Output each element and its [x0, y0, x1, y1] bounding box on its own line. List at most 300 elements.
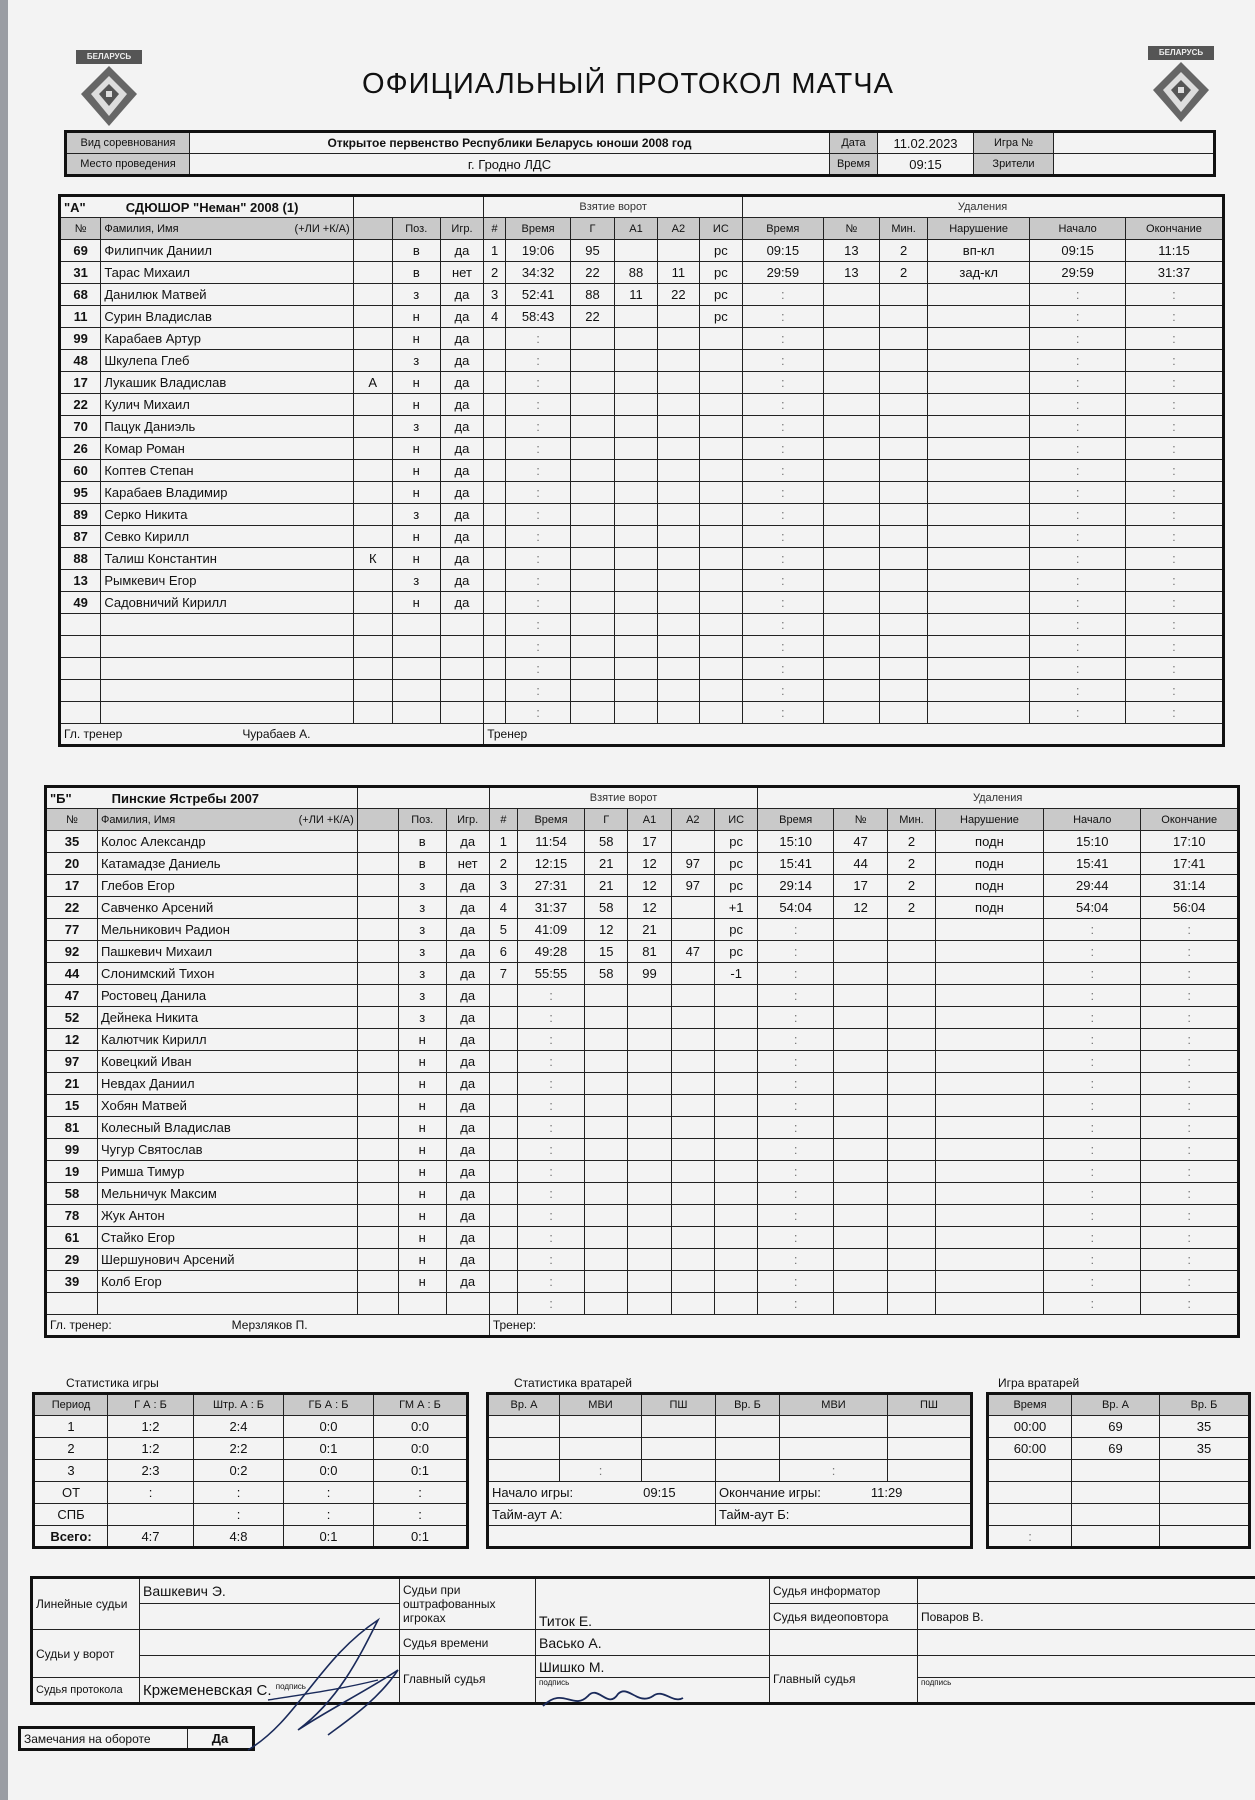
player-number: 21: [46, 1073, 98, 1095]
referee2-label: Главный судья: [770, 1656, 918, 1704]
player-mark: [353, 504, 392, 526]
stats-cell: :: [108, 1482, 194, 1504]
goal-is: рс: [714, 875, 757, 897]
video-judge-label: Судья видеоповтора: [770, 1604, 918, 1630]
table-row: 21 Невдах Даниил н да : : : :: [46, 1073, 1239, 1095]
table-row: : : : :: [60, 702, 1224, 724]
player-number: 39: [46, 1271, 98, 1293]
player-pos: н: [392, 460, 440, 482]
stats-cell: :: [194, 1504, 284, 1526]
player-played: да: [440, 526, 484, 548]
player-mark: [357, 831, 398, 853]
player-name: Рымкевич Егор: [101, 570, 353, 592]
player-mark: [353, 416, 392, 438]
penalty-inf: подн: [935, 853, 1043, 875]
coach-label: Гл. тренер: [64, 727, 123, 741]
goal-n: 2: [489, 853, 517, 875]
table-row: [46, 897, 1239, 919]
stats-cell: 0:0: [284, 1460, 374, 1482]
player-mark: [357, 1161, 398, 1183]
table-row: [34, 1504, 468, 1526]
player-mark: [353, 570, 392, 592]
penalties-title: Удаления: [758, 787, 1239, 809]
goal-a2: [671, 919, 714, 941]
player-name: Стайко Егор: [97, 1227, 357, 1249]
goal-n: 1: [489, 831, 517, 853]
player-name: Мельникович Радион: [97, 919, 357, 941]
venue-value: г. Гродно ЛДС: [190, 154, 830, 176]
linesmen-value: Вашкевич Э.: [140, 1578, 400, 1604]
goalie-stats-col: ПШ: [642, 1394, 716, 1416]
goal-col: Г: [571, 218, 615, 240]
scorer-label: Судья протокола: [32, 1678, 140, 1704]
table-row: 78 Жук Антон н да : : : :: [46, 1205, 1239, 1227]
player-number: 13: [60, 570, 101, 592]
goal-g: 21: [585, 875, 628, 897]
player-played: да: [440, 460, 484, 482]
player-played: да: [440, 240, 484, 262]
player-pos: з: [392, 504, 440, 526]
table-row: 97 Ковецкий Иван н да : : : :: [46, 1051, 1239, 1073]
player-pos: в: [392, 262, 440, 284]
player-mark: А: [353, 372, 392, 394]
stats-cell: :: [284, 1504, 374, 1526]
player-number: 49: [60, 592, 101, 614]
player-name: Мельничук Максим: [97, 1183, 357, 1205]
penalty-min: 2: [888, 853, 936, 875]
table-row: 39 Колб Егор н да : : : :: [46, 1271, 1239, 1293]
belarus-emblem-right: БЕЛАРУСЬ: [1148, 46, 1214, 126]
competition-label: Вид соревнования: [66, 132, 190, 154]
col-pos: Поз.: [398, 809, 446, 831]
goalie-stats-table: Вр. А МВИ ПШ Вр. Б МВИ ПШ : : Начало игры: 09:15 Окончание игры: 11:29 Тайм-аут А: Тайм-аут Б:: [486, 1392, 973, 1549]
player-mark: [353, 460, 392, 482]
player-mark: [357, 1227, 398, 1249]
table-row: 92 Пашкевич Михаил з да 6 49:28 15 81 47 рс : : :: [46, 941, 1239, 963]
table-row: [988, 1438, 1250, 1460]
player-number: 12: [46, 1029, 98, 1051]
venue-label: Место проведения: [66, 154, 190, 176]
player-played: да: [446, 1007, 489, 1029]
goal-is: рс: [699, 284, 743, 306]
player-pos: в: [392, 240, 440, 262]
page-title: ОФИЦИАЛЬНЫЙ ПРОТОКОЛ МАТЧА: [362, 68, 894, 100]
goal-time: 34:32: [505, 262, 570, 284]
goal-a2: [671, 831, 714, 853]
goal-a1: [614, 306, 658, 328]
penalty-start: 29:59: [1030, 262, 1126, 284]
goal-g: 22: [571, 306, 615, 328]
player-mark: [357, 1271, 398, 1293]
table-row: 44 Слонимский Тихон з да 7 55:55 58 99 -1 : : :: [46, 963, 1239, 985]
penalty-time: 29:59: [743, 262, 823, 284]
player-number: 88: [60, 548, 101, 570]
player-mark: [353, 394, 392, 416]
player-number: 17: [60, 372, 101, 394]
player-number: 89: [60, 504, 101, 526]
stats-col: Г А : Б: [108, 1394, 194, 1416]
goal-is: рс: [699, 262, 743, 284]
player-mark: [353, 438, 392, 460]
player-number: 22: [46, 897, 98, 919]
player-name: Комар Роман: [101, 438, 353, 460]
goal-a2: 97: [671, 853, 714, 875]
table-row: 47 Ростовец Данила з да : : : :: [46, 985, 1239, 1007]
player-mark: [353, 482, 392, 504]
player-pos: н: [398, 1205, 446, 1227]
player-number: 97: [46, 1051, 98, 1073]
goal-a1: 21: [628, 919, 671, 941]
player-name: Шкулепа Глеб: [101, 350, 353, 372]
stats-cell: СПБ: [34, 1504, 108, 1526]
table-row: 13 Рымкевич Егор з да : : : :: [60, 570, 1224, 592]
goal-time: 41:09: [517, 919, 584, 941]
player-number: 52: [46, 1007, 98, 1029]
table-row: 58 Мельничук Максим н да : : : :: [46, 1183, 1239, 1205]
table-row: [46, 831, 1239, 853]
table-row: 81 Колесный Владислав н да : : : :: [46, 1117, 1239, 1139]
goalie-game-title: Игра вратарей: [998, 1376, 1080, 1390]
goal-is: рс: [714, 853, 757, 875]
player-number: 20: [46, 853, 98, 875]
player-number: 58: [46, 1183, 98, 1205]
player-played: да: [446, 831, 489, 853]
penalty-start: 15:10: [1044, 831, 1141, 853]
player-name: Талиш Константин: [101, 548, 353, 570]
stats-cell: 1:2: [108, 1416, 194, 1438]
col-pos: Поз.: [392, 218, 440, 240]
goal-g: 88: [571, 284, 615, 306]
table-row: 49 Садовничий Кирилл н да : : : :: [60, 592, 1224, 614]
goal-a1: 81: [628, 941, 671, 963]
player-name: Карабаев Владимир: [101, 482, 353, 504]
penalty-end: 31:37: [1125, 262, 1223, 284]
table-row: : : : :: [46, 1293, 1239, 1315]
stats-col: ГБ А : Б: [284, 1394, 374, 1416]
goalie-game-col: Вр. Б: [1160, 1394, 1250, 1416]
stats-cell: 1:2: [108, 1438, 194, 1460]
player-pos: н: [398, 1227, 446, 1249]
col-number: №: [46, 809, 98, 831]
stats-cell: :: [374, 1504, 468, 1526]
player-mark: [357, 963, 398, 985]
player-number: 69: [60, 240, 101, 262]
penalty-time: 15:10: [758, 831, 834, 853]
penalty-no: 44: [834, 853, 888, 875]
player-played: да: [440, 548, 484, 570]
goal-a2: 97: [671, 875, 714, 897]
player-name: Колесный Владислав: [97, 1117, 357, 1139]
table-row: 95 Карабаев Владимир н да : : : :: [60, 482, 1224, 504]
stats-cell: 0:0: [374, 1438, 468, 1460]
team-a-table: [58, 194, 1225, 747]
referee-label: Главный судья: [400, 1656, 536, 1704]
goal-a1: 12: [628, 897, 671, 919]
penalty-end: 56:04: [1141, 897, 1239, 919]
table-row: 52 Дейнека Никита з да : : : :: [46, 1007, 1239, 1029]
col-mark: (+ЛИ +К/А): [294, 222, 350, 235]
goalie-game-cell: 69: [1072, 1416, 1160, 1438]
player-number: 68: [60, 284, 101, 306]
player-played: да: [446, 875, 489, 897]
trainer-label: Тренер:: [489, 1315, 1238, 1337]
table-row: 26 Комар Роман н да : : : :: [60, 438, 1224, 460]
stats-cell: :: [284, 1482, 374, 1504]
penalty-start: 09:15: [1030, 240, 1126, 262]
penalty-col: Время: [743, 218, 823, 240]
player-number: 26: [60, 438, 101, 460]
player-pos: з: [392, 284, 440, 306]
stats-cell: ОТ: [34, 1482, 108, 1504]
player-name: Хобян Матвей: [97, 1095, 357, 1117]
stats-cell: 2: [34, 1438, 108, 1460]
goalie-game-cell: 69: [1072, 1438, 1160, 1460]
stats-total: 0:1: [374, 1526, 468, 1548]
table-row: 61 Стайко Егор н да : : : :: [46, 1227, 1239, 1249]
stats-total: 0:1: [284, 1526, 374, 1548]
player-pos: з: [392, 350, 440, 372]
penalty-col: Окончание: [1141, 809, 1239, 831]
stats-col: Период: [34, 1394, 108, 1416]
player-played: да: [446, 1095, 489, 1117]
player-played: да: [446, 985, 489, 1007]
player-number: 61: [46, 1227, 98, 1249]
goal-a1: 12: [628, 875, 671, 897]
player-mark: [357, 1205, 398, 1227]
player-pos: з: [398, 919, 446, 941]
player-mark: [357, 853, 398, 875]
player-pos: з: [398, 897, 446, 919]
player-played: да: [440, 482, 484, 504]
player-pos: н: [392, 394, 440, 416]
goal-n: 4: [484, 306, 506, 328]
goal-time: 31:37: [517, 897, 584, 919]
player-played: да: [446, 1117, 489, 1139]
penalty-inf: подн: [935, 875, 1043, 897]
penalty-col: Мин.: [888, 809, 936, 831]
team-b-table: [44, 785, 1240, 1338]
goal-is: +1: [714, 897, 757, 919]
player-name: Пацук Даниэль: [101, 416, 353, 438]
goal-a2: [658, 240, 699, 262]
goal-col: Время: [505, 218, 570, 240]
player-mark: [357, 941, 398, 963]
referee-sign-label: подпись: [536, 1678, 770, 1704]
player-played: да: [446, 941, 489, 963]
penalty-no: 47: [834, 831, 888, 853]
penalty-col: №: [823, 218, 880, 240]
goal-a2: 22: [658, 284, 699, 306]
player-pos: з: [392, 416, 440, 438]
table-row: [34, 1460, 468, 1482]
goal-a1: 12: [628, 853, 671, 875]
player-mark: [353, 526, 392, 548]
table-row: : : : :: [60, 636, 1224, 658]
goalie-stats-title: Статистика вратарей: [514, 1376, 632, 1390]
goal-time: 49:28: [517, 941, 584, 963]
player-mark: [353, 328, 392, 350]
player-played: да: [446, 1205, 489, 1227]
penalty-inf: подн: [935, 897, 1043, 919]
player-number: 77: [46, 919, 98, 941]
player-played: да: [440, 416, 484, 438]
goalie-stats-col: МВИ: [560, 1394, 642, 1416]
player-name: Филипчик Даниил: [101, 240, 353, 262]
table-row: 60 Коптев Степан н да : : : :: [60, 460, 1224, 482]
player-pos: в: [398, 853, 446, 875]
linesmen-label: Линейные судьи: [32, 1578, 140, 1630]
player-pos: н: [398, 1271, 446, 1293]
goal-a1: 99: [628, 963, 671, 985]
player-played: да: [446, 1029, 489, 1051]
team-b-section: [44, 785, 1240, 1338]
player-played: да: [446, 1139, 489, 1161]
goal-is: рс: [714, 831, 757, 853]
penalty-time: 09:15: [743, 240, 823, 262]
player-name: Жук Антон: [97, 1205, 357, 1227]
table-row: : : : :: [60, 614, 1224, 636]
player-number: 11: [60, 306, 101, 328]
player-name: Карабаев Артур: [101, 328, 353, 350]
officials-table: [30, 1576, 1255, 1705]
player-name: Сурин Владислав: [101, 306, 353, 328]
stats-cell: 2:4: [194, 1416, 284, 1438]
player-mark: [353, 284, 392, 306]
sign-label: подпись: [275, 1681, 306, 1691]
date-label: Дата: [830, 132, 878, 154]
penalty-time: 15:41: [758, 853, 834, 875]
goal-is: рс: [699, 240, 743, 262]
video-judge-value: Поваров В.: [918, 1604, 1255, 1630]
player-played: да: [446, 1249, 489, 1271]
player-name: Савченко Арсений: [97, 897, 357, 919]
player-pos: н: [392, 592, 440, 614]
table-row: 22 Кулич Михаил н да : : : :: [60, 394, 1224, 416]
goal-n: 2: [484, 262, 506, 284]
goal-is: рс: [714, 941, 757, 963]
goal-col: #: [489, 809, 517, 831]
game-number-value: [1054, 132, 1215, 154]
goal-col: Время: [517, 809, 584, 831]
player-played: да: [446, 1073, 489, 1095]
goal-n: 7: [489, 963, 517, 985]
goalie-stats-col: ПШ: [888, 1394, 972, 1416]
player-played: да: [446, 963, 489, 985]
penalty-time: 29:14: [758, 875, 834, 897]
player-name: Данилюк Матвей: [101, 284, 353, 306]
player-pos: н: [398, 1161, 446, 1183]
player-pos: н: [398, 1029, 446, 1051]
player-pos: н: [392, 438, 440, 460]
stats-cell: 2:3: [108, 1460, 194, 1482]
player-name: Колос Александр: [97, 831, 357, 853]
player-pos: н: [398, 1249, 446, 1271]
penalty-col: Мин.: [880, 218, 928, 240]
goal-n: 4: [489, 897, 517, 919]
player-number: 87: [60, 526, 101, 548]
player-pos: з: [398, 1007, 446, 1029]
table-row: [60, 262, 1224, 284]
table-row: 99 Карабаев Артур н да : : : :: [60, 328, 1224, 350]
player-pos: н: [392, 372, 440, 394]
player-played: да: [440, 328, 484, 350]
stats-cell: 2:2: [194, 1438, 284, 1460]
player-played: да: [446, 1271, 489, 1293]
stats-total: 4:7: [108, 1526, 194, 1548]
player-played: да: [440, 306, 484, 328]
player-played: да: [440, 350, 484, 372]
player-pos: в: [398, 831, 446, 853]
col-number: №: [60, 218, 101, 240]
table-row: 48 Шкулепа Глеб з да : : : :: [60, 350, 1224, 372]
ornament-icon: [79, 64, 139, 128]
player-name: Ростовец Данила: [97, 985, 357, 1007]
stats-cell: :: [194, 1482, 284, 1504]
table-row: 77 Мельникович Радион з да 5 41:09 12 21 рс : : :: [46, 919, 1239, 941]
player-name: Коптев Степан: [101, 460, 353, 482]
player-name: Невдах Даниил: [97, 1073, 357, 1095]
player-mark: [357, 985, 398, 1007]
game-end-value: 11:29: [870, 1485, 903, 1500]
player-mark: [353, 306, 392, 328]
player-played: да: [446, 1161, 489, 1183]
table-row: [46, 875, 1239, 897]
player-mark: [357, 1029, 398, 1051]
penalty-time: 54:04: [758, 897, 834, 919]
player-pos: н: [398, 1073, 446, 1095]
goal-a1: 17: [628, 831, 671, 853]
player-number: 31: [60, 262, 101, 284]
player-played: нет: [440, 262, 484, 284]
player-number: 35: [46, 831, 98, 853]
goals-title: Взятие ворот: [484, 196, 743, 218]
ornament-icon: [1151, 60, 1211, 124]
table-row: : : : :: [60, 680, 1224, 702]
game-stats-table: [32, 1392, 469, 1549]
player-name: Ковецкий Иван: [97, 1051, 357, 1073]
stats-cell: 0:0: [374, 1416, 468, 1438]
coach-value: Мерзляков П.: [231, 1318, 308, 1332]
remarks-value: Да: [188, 1728, 254, 1750]
penalty-min: 2: [888, 897, 936, 919]
team-name: Пинские Ястребы 2007: [111, 790, 260, 806]
goal-col: А2: [671, 809, 714, 831]
goal-g: 21: [585, 853, 628, 875]
penalty-end: 11:15: [1125, 240, 1223, 262]
goal-judges-label: Судьи у ворот: [32, 1630, 140, 1678]
table-row: [34, 1416, 468, 1438]
table-row: 11 Сурин Владислав н да 4 58:43 22 рс : : :: [60, 306, 1224, 328]
player-name: Колб Егор: [97, 1271, 357, 1293]
goal-g: 58: [585, 897, 628, 919]
penalty-no: 12: [834, 897, 888, 919]
goal-time: 58:43: [505, 306, 570, 328]
table-row: [34, 1438, 468, 1460]
game-stats-title: Статистика игры: [66, 1376, 159, 1390]
goal-col: А2: [658, 218, 699, 240]
table-row: [46, 853, 1239, 875]
player-mark: [357, 1139, 398, 1161]
player-name: Тарас Михаил: [101, 262, 353, 284]
stats-cell: 3: [34, 1460, 108, 1482]
stats-cell: [108, 1504, 194, 1526]
game-number-label: Игра №: [974, 132, 1054, 154]
player-mark: [357, 919, 398, 941]
player-played: да: [446, 1227, 489, 1249]
stats-cell: 0:2: [194, 1460, 284, 1482]
player-pos: н: [392, 526, 440, 548]
player-number: 22: [60, 394, 101, 416]
